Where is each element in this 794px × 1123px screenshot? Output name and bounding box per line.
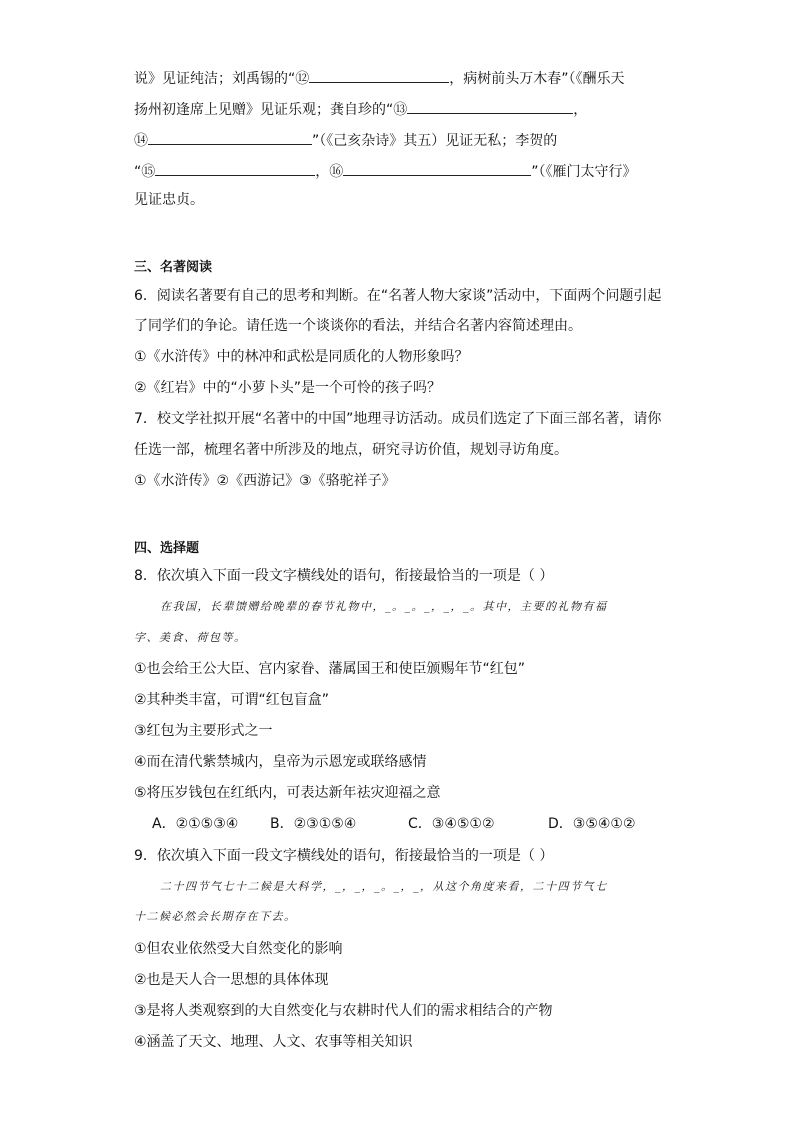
- poetry-line-5: 见证忠贞。: [134, 192, 204, 208]
- q9-sentence-2: ②也是天人合一思想的具体体现: [134, 972, 329, 988]
- q8-option-c[interactable]: C．③④⑤①②: [408, 816, 495, 832]
- q9-passage-1: 二十四节气七十二候是大科学，_，_，_。_，_，从这个角度来看，二十四节气七: [160, 880, 608, 893]
- q8-stem: 8．依次填入下面一段文字横线处的语句，衔接最恰当的一项是（ ）: [134, 568, 554, 584]
- q8-sentence-3: ③红包为主要形式之一: [134, 723, 273, 739]
- answer-blank-16[interactable]: [343, 159, 531, 176]
- answer-blank-15[interactable]: [155, 159, 315, 176]
- poetry-line-4: [134, 159, 684, 182]
- q8-sentence-4: ④而在清代紫禁城内，皇帝为示恩宠或联络感情: [134, 754, 427, 770]
- q8-option-d[interactable]: D．③⑤④①②: [548, 816, 636, 832]
- q7-text-1: 7．校文学社拟开展“名著中的中国”地理寻访活动。成员们选定了下面三部名著，请你: [134, 411, 662, 427]
- q9-sentence-4: ④涵盖了天文、地理、人文、农事等相关知识: [134, 1034, 413, 1050]
- q9-passage-2: 十二候必然会长期存在下去。: [134, 910, 297, 923]
- q9-sentence-3: ③是将人类观察到的大自然变化与农耕时代人们的需求相结合的产物: [134, 1003, 553, 1019]
- q8-sentence-2: ②其种类丰富，可谓“红包盲盒”: [134, 692, 330, 708]
- text: 扬州初逢席上见赠》见证乐观；龚自珍的“⑬: [134, 102, 408, 118]
- q9-stem: 9．依次填入下面一段文字横线处的语句，衔接最恰当的一项是（ ）: [134, 848, 554, 864]
- q6-option-2: ②《红岩》中的“小萝卜头”是一个可怜的孩子吗？: [134, 380, 442, 396]
- q6-text-2: 了同学们的争论。请任选一个谈谈你的看法，并结合名著内容简述理由。: [134, 318, 582, 334]
- answer-blank-14[interactable]: [148, 128, 312, 145]
- poetry-line-2: [134, 97, 684, 120]
- q6-option-1: ①《水浒传》中的林冲和武松是同质化的人物形象吗？: [134, 349, 469, 365]
- section-heading-3: 三、名著阅读: [134, 260, 213, 275]
- text: 说》见证纯洁；刘禹锡的“⑫: [134, 71, 310, 87]
- q8-sentence-5: ⑤将压岁钱包在红纸内，可表达新年祛灾迎福之意: [134, 785, 441, 801]
- q8-passage-1: 在我国，长辈馈赠给晚辈的春节礼物中，_。_。_，_，_。其中，主要的礼物有福: [160, 600, 608, 613]
- q9-sentence-1: ①但农业依然受大自然变化的影响: [134, 941, 343, 957]
- q8-option-b[interactable]: B．②③①⑤④: [270, 816, 357, 832]
- poetry-line-1: [134, 66, 684, 89]
- text: ，⑯: [315, 164, 344, 180]
- q7-books: ①《水浒传》②《西游记》③《骆驼祥子》: [134, 473, 396, 489]
- text: ”（《雁门太守行》: [531, 164, 637, 180]
- text: ，病树前头万木春”（《酬乐天: [449, 71, 625, 87]
- text: ”（《己亥杂诗》其五）见证无私；李贺的: [312, 133, 558, 149]
- q8-sentence-1: ①也会给王公大臣、宫内家眷、藩属国王和使臣颁赐年节“红包”: [134, 661, 526, 677]
- answer-blank-13[interactable]: [407, 97, 573, 114]
- section-heading-4: 四、选择题: [134, 541, 200, 556]
- text: “⑮: [134, 164, 156, 180]
- text: ，: [573, 102, 588, 118]
- q8-option-a[interactable]: A．②①⑤③④: [152, 816, 239, 832]
- q7-text-2: 任选一部，梳理名著中所涉及的地点，研究寻访价值，规划寻访角度。: [134, 442, 568, 458]
- q8-passage-2: 字、美食、荷包等。: [134, 631, 247, 644]
- text: ⑭: [134, 133, 148, 149]
- answer-blank-12[interactable]: [309, 66, 449, 83]
- poetry-line-3: [134, 128, 684, 151]
- q6-text-1: 6．阅读名著要有自己的思考和判断。在“名著人物大家谈”活动中，下面两个问题引起: [134, 288, 662, 304]
